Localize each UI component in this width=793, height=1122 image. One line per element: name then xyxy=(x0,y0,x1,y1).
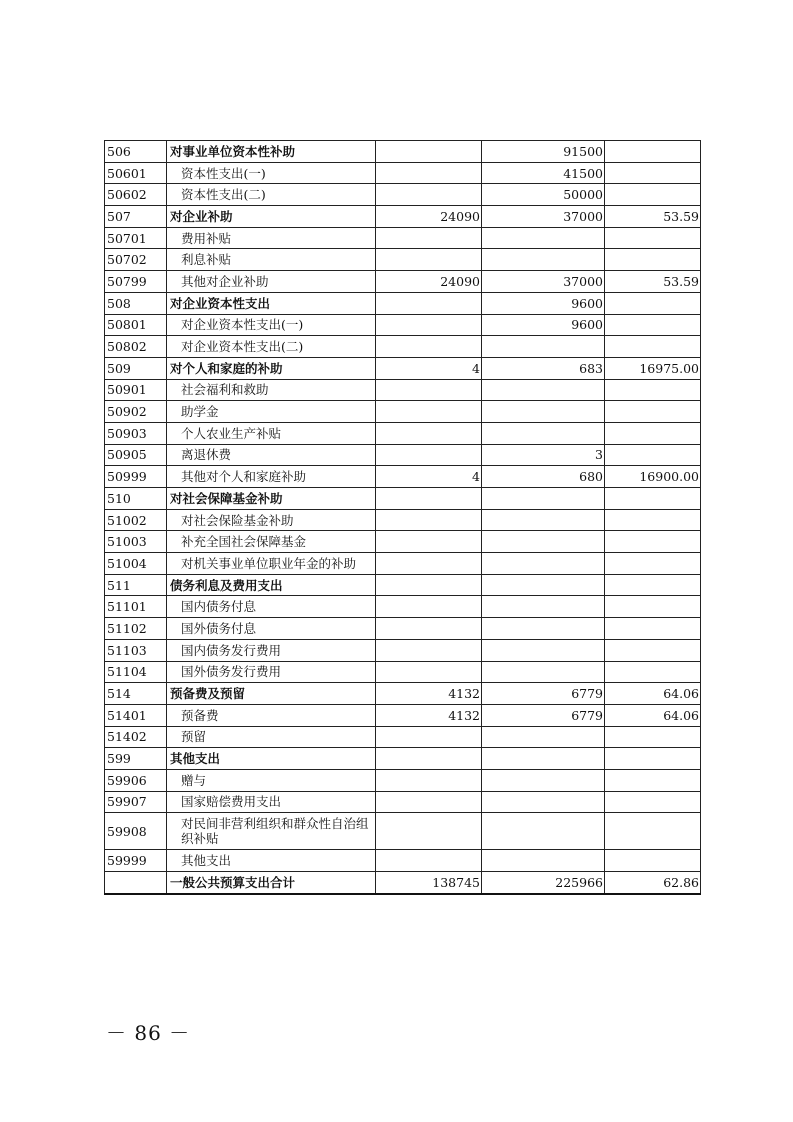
row-name-cell: 国外债务发行费用 xyxy=(167,661,376,683)
row-value-2019-cell: 6779 xyxy=(482,704,605,726)
row-value-2018-cell xyxy=(376,553,482,575)
row-value-2019-cell xyxy=(482,336,605,358)
row-value-2019-cell: 41500 xyxy=(482,162,605,184)
row-code-cell: 59908 xyxy=(105,813,167,850)
row-name-cell: 一般公共预算支出合计 xyxy=(167,872,376,894)
row-change-cell: 64.06 xyxy=(605,683,701,705)
row-value-2018-cell: 4 xyxy=(376,357,482,379)
table-row xyxy=(105,596,701,618)
row-change-cell xyxy=(605,422,701,444)
row-value-2019-cell: 9600 xyxy=(482,292,605,314)
row-value-2018-cell xyxy=(376,813,482,850)
table-row xyxy=(105,639,701,661)
row-name-cell: 其他支出 xyxy=(167,850,376,872)
row-code-cell: 50999 xyxy=(105,466,167,488)
row-code-cell: 50801 xyxy=(105,314,167,336)
row-change-cell xyxy=(605,379,701,401)
row-code-cell: 50702 xyxy=(105,249,167,271)
row-value-2019-cell: 6779 xyxy=(482,683,605,705)
row-name-cell: 国外债务付息 xyxy=(167,618,376,640)
row-name-cell: 其他对企业补助 xyxy=(167,271,376,293)
row-value-2019-cell: 225966 xyxy=(482,872,605,894)
table-row xyxy=(105,769,701,791)
row-change-cell xyxy=(605,401,701,423)
table-body xyxy=(105,141,701,894)
row-value-2018-cell xyxy=(376,661,482,683)
row-code-cell: 50799 xyxy=(105,271,167,293)
row-name-cell: 对社会保障基金补助 xyxy=(167,488,376,510)
row-name-cell: 补充全国社会保障基金 xyxy=(167,531,376,553)
row-value-2019-cell xyxy=(482,574,605,596)
row-value-2018-cell xyxy=(376,141,482,163)
row-code-cell: 50802 xyxy=(105,336,167,358)
row-change-cell xyxy=(605,162,701,184)
row-change-cell xyxy=(605,661,701,683)
row-change-cell xyxy=(605,618,701,640)
row-value-2019-cell xyxy=(482,553,605,575)
row-value-2019-cell xyxy=(482,249,605,271)
row-change-cell xyxy=(605,509,701,531)
row-value-2018-cell: 4132 xyxy=(376,683,482,705)
row-name-cell: 预留 xyxy=(167,726,376,748)
table-row xyxy=(105,813,701,850)
row-value-2018-cell xyxy=(376,618,482,640)
row-value-2018-cell xyxy=(376,850,482,872)
row-value-2018-cell xyxy=(376,769,482,791)
row-name-cell: 其他支出 xyxy=(167,748,376,770)
row-value-2019-cell: 683 xyxy=(482,357,605,379)
row-value-2019-cell xyxy=(482,850,605,872)
table-row xyxy=(105,184,701,206)
row-name-cell: 国家赔偿费用支出 xyxy=(167,791,376,813)
row-change-cell xyxy=(605,574,701,596)
row-code-cell: 51102 xyxy=(105,618,167,640)
table-row xyxy=(105,850,701,872)
table-row xyxy=(105,271,701,293)
row-value-2019-cell xyxy=(482,488,605,510)
row-code-cell: 511 xyxy=(105,574,167,596)
row-code-cell: 51402 xyxy=(105,726,167,748)
row-code-cell: 50905 xyxy=(105,444,167,466)
row-value-2019-cell: 91500 xyxy=(482,141,605,163)
row-value-2019-cell xyxy=(482,791,605,813)
row-value-2018-cell xyxy=(376,444,482,466)
row-code-cell: 506 xyxy=(105,141,167,163)
row-value-2018-cell xyxy=(376,292,482,314)
row-change-cell xyxy=(605,850,701,872)
row-name-cell: 对民间非营利组织和群众性自治组织补贴 xyxy=(167,813,376,850)
row-value-2019-cell xyxy=(482,726,605,748)
row-name-cell: 费用补贴 xyxy=(167,227,376,249)
row-code-cell: 509 xyxy=(105,357,167,379)
row-value-2019-cell xyxy=(482,596,605,618)
row-change-cell xyxy=(605,813,701,850)
row-code-cell: 59906 xyxy=(105,769,167,791)
table-row xyxy=(105,872,701,894)
row-value-2019-cell: 3 xyxy=(482,444,605,466)
row-value-2018-cell: 24090 xyxy=(376,206,482,228)
row-change-cell: 64.06 xyxy=(605,704,701,726)
row-name-cell: 助学金 xyxy=(167,401,376,423)
row-value-2018-cell xyxy=(376,379,482,401)
row-value-2019-cell xyxy=(482,661,605,683)
table-row xyxy=(105,618,701,640)
row-code-cell: 50701 xyxy=(105,227,167,249)
row-change-cell xyxy=(605,314,701,336)
row-value-2018-cell xyxy=(376,227,482,249)
row-change-cell: 16975.00 xyxy=(605,357,701,379)
table-row xyxy=(105,791,701,813)
table-row xyxy=(105,683,701,705)
row-change-cell xyxy=(605,769,701,791)
row-change-cell xyxy=(605,184,701,206)
table-row xyxy=(105,357,701,379)
row-code-cell: 51101 xyxy=(105,596,167,618)
row-name-cell: 社会福利和救助 xyxy=(167,379,376,401)
table-row xyxy=(105,748,701,770)
row-value-2018-cell xyxy=(376,162,482,184)
row-code-cell: 51103 xyxy=(105,639,167,661)
row-change-cell xyxy=(605,444,701,466)
row-code-cell: 51002 xyxy=(105,509,167,531)
row-value-2018-cell xyxy=(376,531,482,553)
row-code-cell: 508 xyxy=(105,292,167,314)
table-row xyxy=(105,249,701,271)
row-value-2019-cell: 37000 xyxy=(482,271,605,293)
row-code-cell: 50901 xyxy=(105,379,167,401)
table-row xyxy=(105,206,701,228)
row-value-2019-cell xyxy=(482,509,605,531)
row-value-2018-cell: 138745 xyxy=(376,872,482,894)
row-value-2018-cell xyxy=(376,791,482,813)
row-value-2018-cell xyxy=(376,184,482,206)
row-change-cell xyxy=(605,596,701,618)
row-change-cell xyxy=(605,791,701,813)
table-row xyxy=(105,531,701,553)
row-value-2018-cell: 24090 xyxy=(376,271,482,293)
row-name-cell: 国内债务发行费用 xyxy=(167,639,376,661)
row-value-2018-cell xyxy=(376,574,482,596)
table-row xyxy=(105,553,701,575)
table-row xyxy=(105,466,701,488)
table-row xyxy=(105,314,701,336)
row-change-cell xyxy=(605,726,701,748)
table-row xyxy=(105,726,701,748)
row-code-cell: 59999 xyxy=(105,850,167,872)
row-name-cell: 离退休费 xyxy=(167,444,376,466)
row-code-cell: 51004 xyxy=(105,553,167,575)
row-change-cell xyxy=(605,531,701,553)
row-name-cell: 资本性支出(一) xyxy=(167,162,376,184)
row-change-cell xyxy=(605,292,701,314)
row-value-2018-cell xyxy=(376,639,482,661)
row-value-2019-cell xyxy=(482,531,605,553)
row-value-2018-cell: 4132 xyxy=(376,704,482,726)
table-row xyxy=(105,292,701,314)
row-name-cell: 预备费 xyxy=(167,704,376,726)
row-name-cell: 对企业补助 xyxy=(167,206,376,228)
row-change-cell xyxy=(605,336,701,358)
row-value-2019-cell xyxy=(482,748,605,770)
table-row xyxy=(105,444,701,466)
row-value-2018-cell xyxy=(376,336,482,358)
row-name-cell: 利息补贴 xyxy=(167,249,376,271)
row-value-2019-cell xyxy=(482,618,605,640)
row-change-cell xyxy=(605,748,701,770)
row-change-cell: 53.59 xyxy=(605,271,701,293)
row-value-2018-cell xyxy=(376,726,482,748)
row-change-cell: 62.86 xyxy=(605,872,701,894)
row-value-2019-cell: 37000 xyxy=(482,206,605,228)
row-code-cell: 51104 xyxy=(105,661,167,683)
row-code-cell xyxy=(105,872,167,894)
row-code-cell: 50601 xyxy=(105,162,167,184)
row-value-2018-cell xyxy=(376,488,482,510)
row-code-cell: 514 xyxy=(105,683,167,705)
row-value-2018-cell xyxy=(376,596,482,618)
table-row xyxy=(105,422,701,444)
row-value-2019-cell xyxy=(482,379,605,401)
row-name-cell: 对社会保险基金补助 xyxy=(167,509,376,531)
row-code-cell: 59907 xyxy=(105,791,167,813)
row-change-cell: 53.59 xyxy=(605,206,701,228)
row-name-cell: 赠与 xyxy=(167,769,376,791)
row-code-cell: 50602 xyxy=(105,184,167,206)
table-row xyxy=(105,336,701,358)
row-value-2018-cell xyxy=(376,314,482,336)
table-row xyxy=(105,227,701,249)
table-row xyxy=(105,141,701,163)
table-row xyxy=(105,488,701,510)
row-value-2019-cell xyxy=(482,813,605,850)
row-name-cell: 对企业资本性支出(一) xyxy=(167,314,376,336)
row-name-cell: 预备费及预留 xyxy=(167,683,376,705)
row-change-cell: 16900.00 xyxy=(605,466,701,488)
table-row xyxy=(105,509,701,531)
row-name-cell: 个人农业生产补贴 xyxy=(167,422,376,444)
row-code-cell: 599 xyxy=(105,748,167,770)
row-code-cell: 507 xyxy=(105,206,167,228)
row-change-cell xyxy=(605,553,701,575)
row-value-2019-cell xyxy=(482,639,605,661)
row-change-cell xyxy=(605,141,701,163)
row-name-cell: 其他对个人和家庭补助 xyxy=(167,466,376,488)
row-code-cell: 50902 xyxy=(105,401,167,423)
row-code-cell: 50903 xyxy=(105,422,167,444)
page-number: － 86 － xyxy=(106,1021,191,1045)
row-value-2018-cell xyxy=(376,422,482,444)
row-value-2018-cell: 4 xyxy=(376,466,482,488)
row-name-cell: 对机关事业单位职业年金的补助 xyxy=(167,553,376,575)
table-row xyxy=(105,401,701,423)
row-value-2019-cell xyxy=(482,401,605,423)
row-value-2019-cell xyxy=(482,769,605,791)
row-change-cell xyxy=(605,227,701,249)
row-name-cell: 国内债务付息 xyxy=(167,596,376,618)
row-name-cell: 对事业单位资本性补助 xyxy=(167,141,376,163)
table-row xyxy=(105,162,701,184)
row-name-cell: 债务利息及费用支出 xyxy=(167,574,376,596)
row-value-2018-cell xyxy=(376,401,482,423)
table-row xyxy=(105,704,701,726)
row-code-cell: 510 xyxy=(105,488,167,510)
row-value-2018-cell xyxy=(376,748,482,770)
row-name-cell: 对企业资本性支出(二) xyxy=(167,336,376,358)
row-change-cell xyxy=(605,639,701,661)
row-change-cell xyxy=(605,249,701,271)
row-value-2019-cell xyxy=(482,227,605,249)
table-row xyxy=(105,379,701,401)
row-value-2018-cell xyxy=(376,509,482,531)
row-name-cell: 对个人和家庭的补助 xyxy=(167,357,376,379)
row-code-cell: 51003 xyxy=(105,531,167,553)
table-row xyxy=(105,661,701,683)
row-code-cell: 51401 xyxy=(105,704,167,726)
row-name-cell: 对企业资本性支出 xyxy=(167,292,376,314)
row-value-2019-cell: 680 xyxy=(482,466,605,488)
row-name-cell: 资本性支出(二) xyxy=(167,184,376,206)
row-value-2019-cell: 50000 xyxy=(482,184,605,206)
row-change-cell xyxy=(605,488,701,510)
table-row xyxy=(105,574,701,596)
budget-table xyxy=(104,140,701,895)
row-value-2018-cell xyxy=(376,249,482,271)
row-value-2019-cell: 9600 xyxy=(482,314,605,336)
row-value-2019-cell xyxy=(482,422,605,444)
